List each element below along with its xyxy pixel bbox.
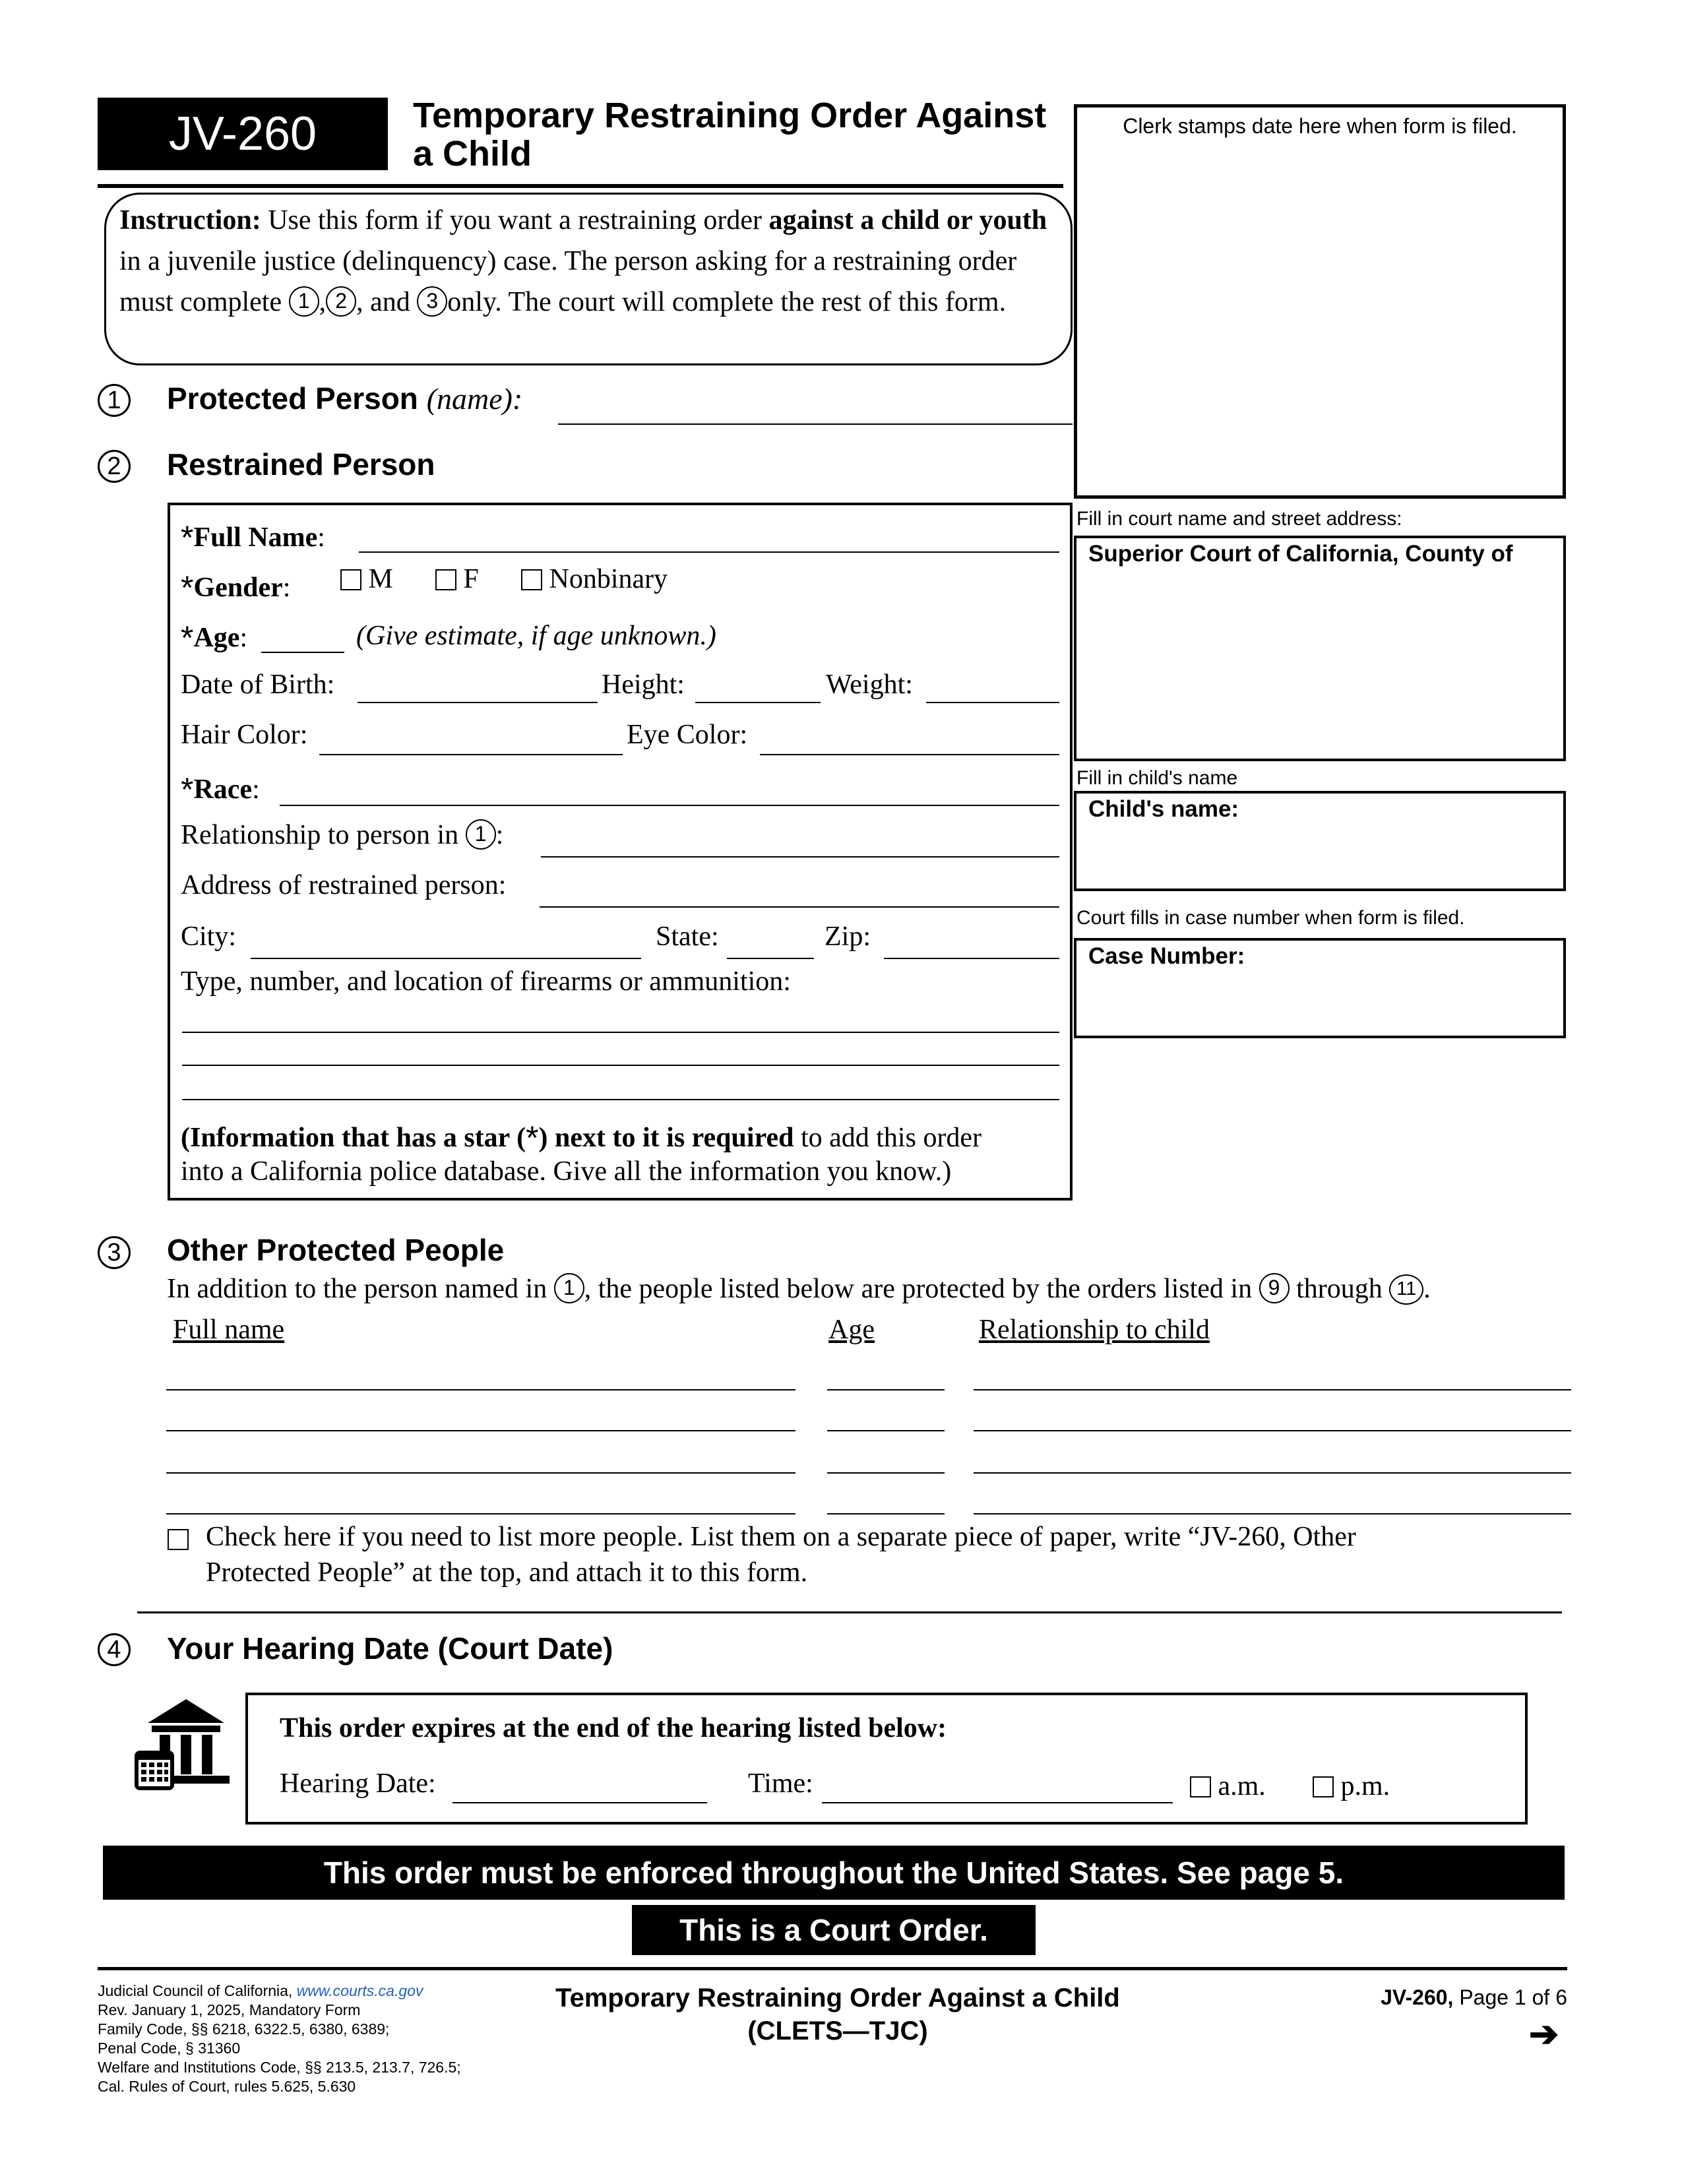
child-name-box[interactable] [1074,791,1566,891]
firearms-field-line-2[interactable] [182,1065,1059,1066]
form-title: Temporary Restraining Order Against a Child [413,96,1047,173]
court-name-label: Superior Court of California, County of [1088,541,1513,567]
gender-option-m[interactable]: M [340,563,393,595]
other-person-age-1[interactable] [827,1389,945,1390]
section-divider [137,1611,1562,1613]
other-person-age-2[interactable] [827,1430,945,1431]
child-box-caption: Fill in child's name [1076,767,1238,789]
section-number-2: 2 [98,450,131,483]
race-label: *Race: [181,771,260,808]
header-rule [98,184,1063,188]
hearing-date-field[interactable] [452,1802,707,1803]
instruction-lead: Instruction: [119,205,261,235]
age-field[interactable] [261,652,344,653]
other-person-name-3[interactable] [166,1472,795,1474]
gender-option-nonbinary[interactable]: Nonbinary [521,563,668,595]
child-name-label: Child's name: [1088,796,1239,822]
gender-option-f[interactable]: F [435,563,479,595]
race-field[interactable] [280,805,1059,806]
state-label: State: [656,921,719,952]
instruction-box: Instruction: Use this form if you want a restraining order against a child or youth in a juvenile justice (delinquency) case. The person asking for a restraining order must complete 1 , 2 , and 3 only. The court will complete the rest of this form. [104,193,1073,365]
courthouse-calendar-icon [133,1695,239,1794]
footer-title: Temporary Restraining Order Against a Child (CLETS—TJC) [555,1983,1120,2045]
firearms-label: Type, number, and location of firearms or ammunition: [181,966,791,997]
other-person-relationship-4[interactable] [974,1513,1571,1514]
section-ref-11: 11 [1389,1274,1423,1305]
section-number-3: 3 [98,1236,131,1269]
next-page-arrow-icon[interactable]: ➔ [1529,2014,1559,2054]
section-1-hint: (name): [426,382,523,416]
dob-label: Date of Birth: [181,670,335,700]
form-id-badge [98,98,388,170]
case-number-box[interactable] [1074,938,1566,1038]
section-2-title: Restrained Person [167,447,435,482]
column-full-name: Full name [173,1315,285,1345]
section-ref-3: 3 [417,286,447,317]
age-hint: (Give estimate, if age unknown.) [356,621,716,651]
relationship-label: Relationship to person in 1 : [181,820,504,850]
section-4-title: Your Hearing Date (Court Date) [167,1631,613,1666]
expires-note: This order expires at the end of the hearing listed below: [280,1713,947,1743]
court-name-box[interactable] [1074,536,1566,761]
clerk-stamp-box[interactable] [1074,104,1566,499]
section-ref-9: 9 [1259,1273,1290,1303]
hair-color-field[interactable] [319,754,623,755]
other-person-name-1[interactable] [166,1389,795,1390]
age-label: *Age: [181,619,248,656]
zip-field[interactable] [884,958,1059,959]
other-person-age-4[interactable] [827,1513,945,1514]
address-field[interactable] [540,906,1059,908]
weight-label: Weight: [826,670,913,700]
section-ref-1: 1 [466,819,496,850]
am-checkbox[interactable] [1190,1776,1211,1797]
gender-nonbinary-checkbox[interactable] [521,569,542,590]
other-person-relationship-2[interactable] [974,1430,1571,1431]
height-label: Height: [602,670,685,700]
more-people-checkbox[interactable] [168,1529,189,1550]
case-box-caption: Court fills in case number when form is filed. [1076,907,1465,929]
hearing-date-label: Hearing Date: [280,1768,436,1799]
section-ref-1: 1 [289,286,319,317]
courts-website-link[interactable]: www.courts.ca.gov [296,1982,423,1999]
other-person-name-4[interactable] [166,1513,795,1514]
pm-option[interactable]: p.m. [1313,1770,1390,1802]
other-person-name-2[interactable] [166,1430,795,1431]
state-field[interactable] [727,958,814,959]
section-number-4: 4 [98,1633,131,1666]
column-relationship: Relationship to child [979,1315,1210,1345]
gender-m-checkbox[interactable] [340,569,361,590]
section-number-1: 1 [98,384,131,417]
gender-label: *Gender: [181,569,291,606]
other-person-relationship-1[interactable] [974,1389,1571,1390]
restrained-person-box [168,503,1073,1201]
clerk-stamp-label: Clerk stamps date here when form is filed. [1123,114,1517,138]
city-field[interactable] [251,958,641,959]
other-person-age-3[interactable] [827,1472,945,1474]
eye-color-label: Eye Color: [627,720,748,750]
other-person-relationship-3[interactable] [974,1472,1571,1474]
full-name-label: *Full Name: [181,519,325,556]
firearms-field-line-1[interactable] [182,1032,1059,1033]
court-box-caption: Fill in court name and street address: [1076,508,1402,530]
zip-label: Zip: [825,921,871,952]
eye-color-field[interactable] [760,754,1059,755]
firearms-field-line-3[interactable] [182,1099,1059,1100]
am-option[interactable]: a.m. [1190,1770,1266,1802]
footer-page-number: JV-260, Page 1 of 6 [1381,1985,1567,2009]
gender-f-checkbox[interactable] [435,569,456,590]
protected-person-name-field[interactable] [558,423,1073,425]
court-order-banner: This is a Court Order. [632,1905,1036,1955]
form-id: JV-260 [168,108,317,160]
footer-rule [98,1967,1567,1970]
height-field[interactable] [695,702,821,703]
hair-color-label: Hair Color: [181,720,308,750]
dob-field[interactable] [358,702,598,703]
pm-checkbox[interactable] [1313,1776,1334,1797]
address-label: Address of restrained person: [181,870,507,900]
section-3-title: Other Protected People [167,1233,505,1267]
hearing-time-field[interactable] [822,1802,1173,1803]
required-info-note: (Information that has a star (*) next to it is required to add this order [181,1119,982,1156]
full-name-field[interactable] [359,551,1059,553]
weight-field[interactable] [926,702,1059,703]
relationship-field[interactable] [541,856,1059,858]
case-number-label: Case Number: [1088,943,1245,969]
hearing-time-label: Time: [748,1768,813,1799]
footer-citations: Judicial Council of California, www.courts.ca.gov Rev. January 1, 2025, Mandatory Form Family Code, §§ 6218, 6322.5, 6380, 6389; Penal Code, § 31360 Welfare and Institutions Code, §§ 213.5, 213.7, 726.5; Cal. Rules of Court, rules 5.625, 5.630 [98,1982,461,2095]
city-label: City: [181,921,237,952]
section-3-intro: In addition to the person named in 1 , the people listed below are protected by the orders listed in 9 through 11 . [167,1274,1431,1304]
more-people-text-line-2: Protected People” at the top, and attach it to this form. [206,1557,808,1588]
section-ref-2: 2 [326,286,356,317]
required-info-note-line-2: into a California police database. Give all the information you know.) [181,1156,952,1187]
section-ref-1: 1 [554,1273,584,1303]
more-people-text: Check here if you need to list more people. List them on a separate piece of paper, write “JV-260, Other [206,1522,1356,1552]
section-1-title: Protected Person (name): [167,381,523,416]
enforcement-banner: This order must be enforced throughout the United States. See page 5. [103,1846,1565,1900]
column-age: Age [828,1315,875,1345]
